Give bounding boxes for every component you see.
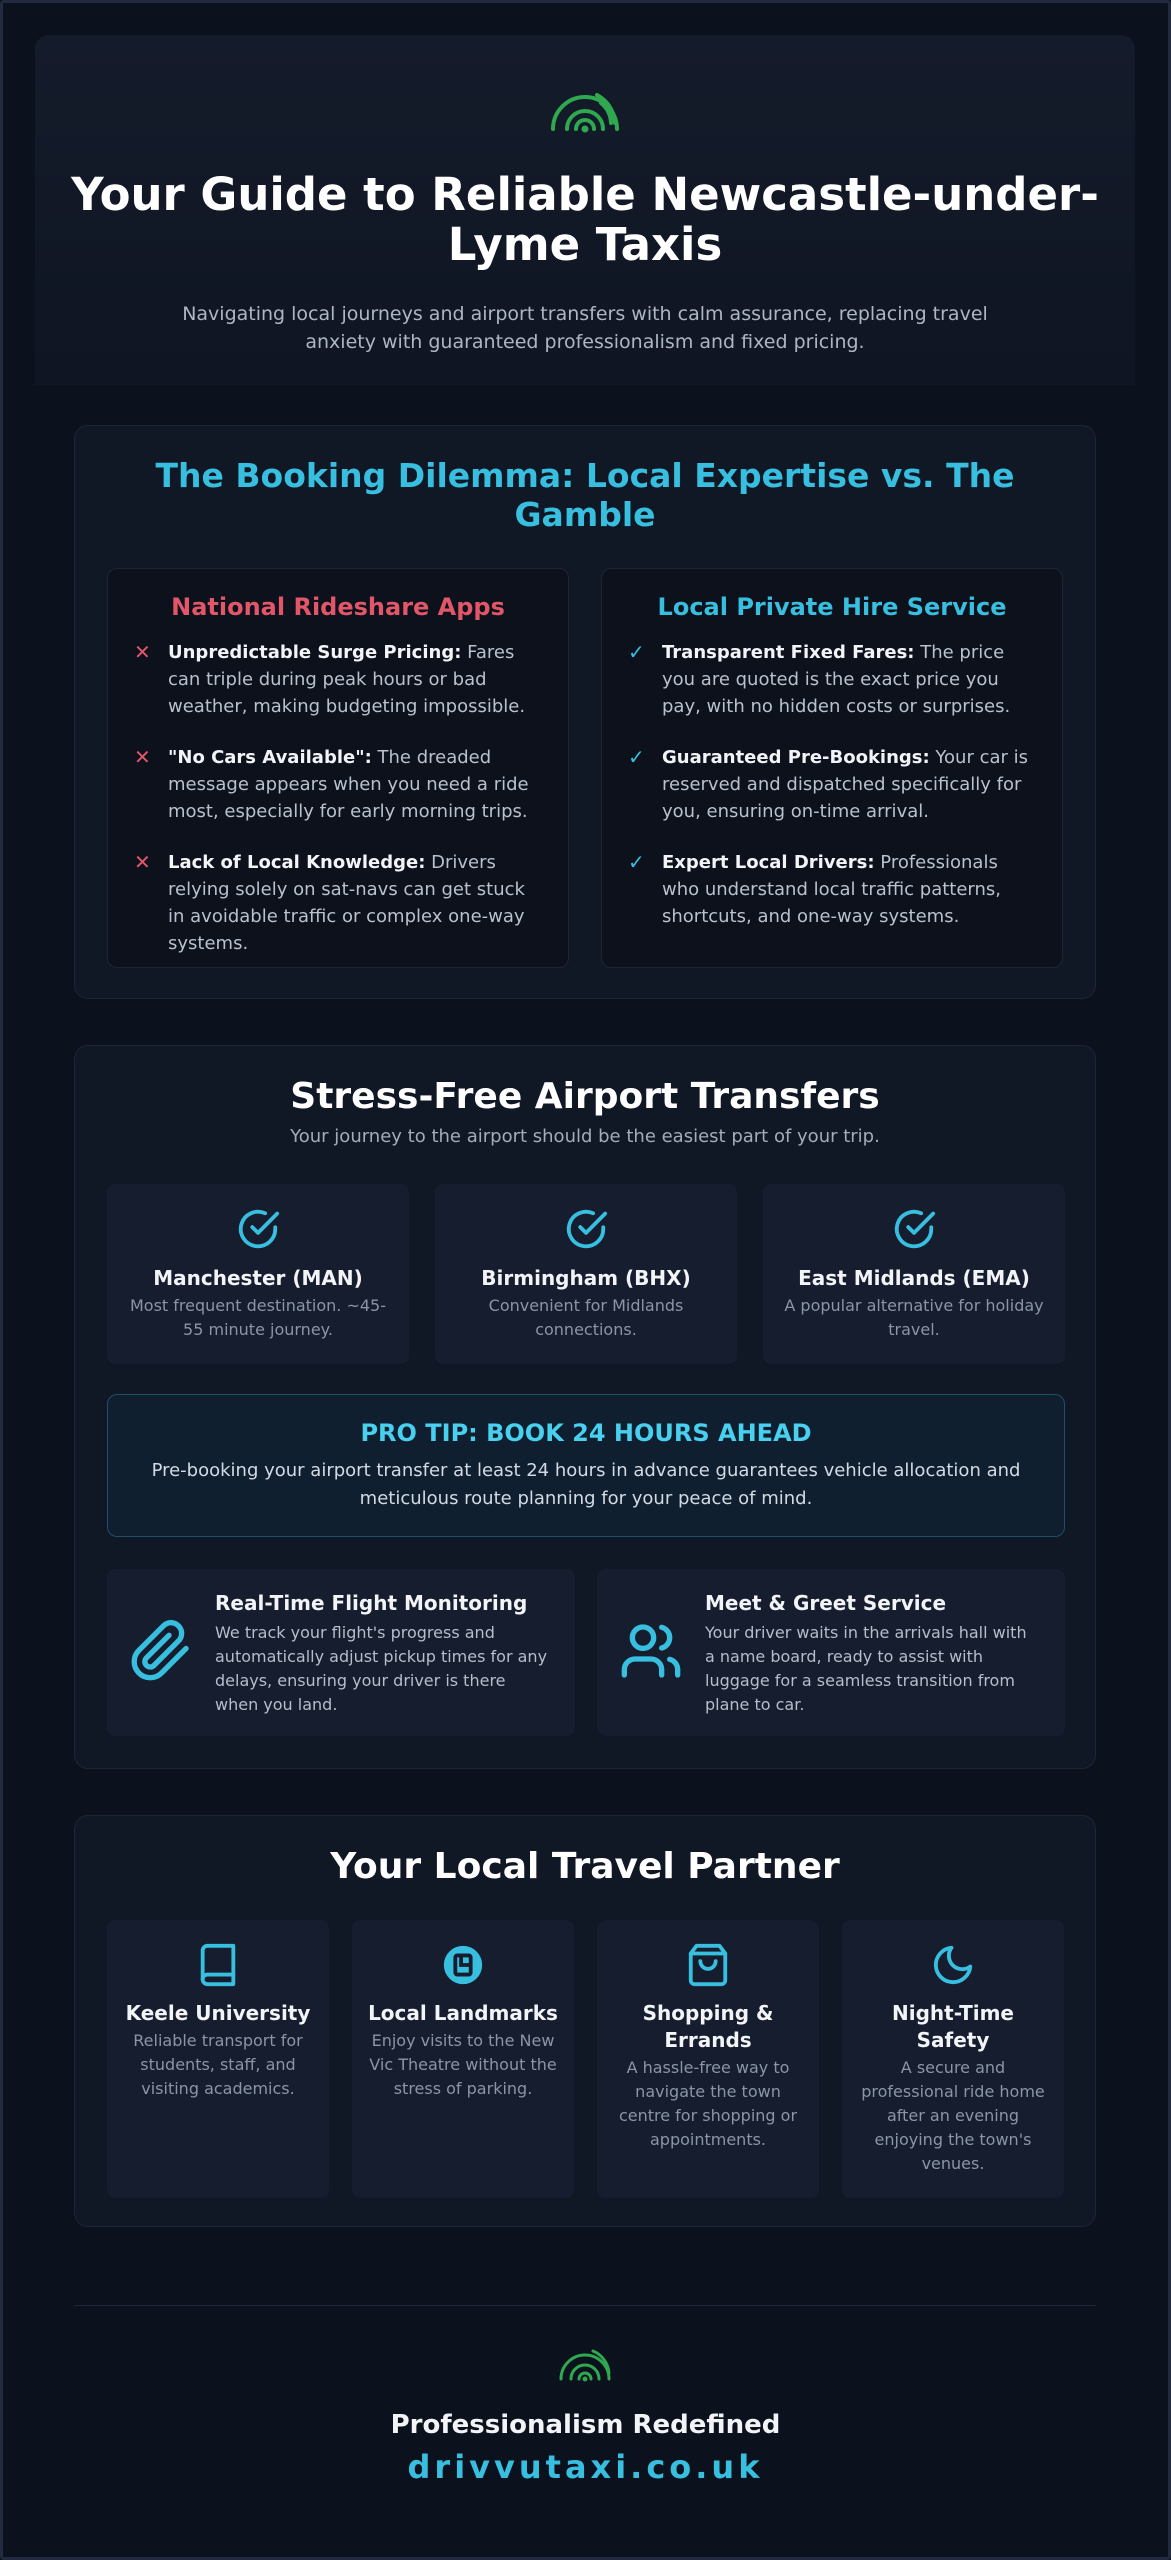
rideshare-column — [107, 568, 569, 968]
signal-logo-icon — [555, 2347, 615, 2383]
list-item: ✓ Guaranteed Pre-Bookings: Your car is reserved and dispatched specifically for you, ensuring on-time arrival. — [628, 745, 1028, 822]
feature-flight-monitoring — [107, 1569, 575, 1736]
airport-card-manchester — [107, 1184, 409, 1364]
footer-tagline: Professionalism Redefined — [390, 2410, 781, 2440]
airport-transfers-section — [74, 1045, 1096, 1769]
airport-desc: Convenient for Midlands connections. — [488, 1296, 684, 1339]
feature-title: Meet & Greet Service — [705, 1591, 947, 1615]
cross-icon: ✕ — [134, 640, 151, 664]
paperclip-icon — [129, 1619, 193, 1683]
pro-tip-body: Pre-booking your airport transfer at least 24 hours in advance guarantees vehicle allocation and meticulous route planning for your peace of mind. — [151, 1460, 1021, 1509]
moon-icon — [930, 1942, 976, 1988]
partner-card-landmarks — [352, 1920, 574, 2198]
partner-card-night — [842, 1920, 1064, 2198]
partner-desc: A secure and professional ride home after an evening enjoying the town's venues. — [861, 2058, 1045, 2173]
pro-tip-title: PRO TIP: BOOK 24 HOURS AHEAD — [360, 1419, 812, 1447]
partner-desc: Enjoy visits to the New Vic Theatre without the stress of parking. — [369, 2031, 557, 2098]
list-item: ✓ Transparent Fixed Fares: The price you are quoted is the exact price you pay, with no hidden costs or surprises. — [628, 640, 1011, 717]
cross-icon: ✕ — [134, 745, 151, 769]
landmark-icon — [440, 1942, 486, 1988]
private-hire-list — [628, 639, 1036, 954]
private-hire-heading: Local Private Hire Service — [657, 593, 1007, 621]
airport-card-birmingham — [435, 1184, 737, 1364]
airport-lead: Your journey to the airport should be the easiest part of your trip. — [290, 1126, 880, 1147]
rideshare-list — [134, 639, 542, 981]
list-item: ✕ Lack of Local Knowledge: Drivers relying solely on sat-navs can get stuck in avoidable traffic or complex one-way systems. — [134, 850, 525, 954]
partner-title: Your Local Travel Partner — [330, 1846, 840, 1887]
feature-title: Real-Time Flight Monitoring — [215, 1591, 528, 1615]
partner-desc: A hassle-free way to navigate the town centre for shopping or appointments. — [618, 2058, 798, 2149]
users-icon — [619, 1619, 683, 1683]
page-subtitle: Navigating local journeys and airport transfers with calm assurance, replacing travel anxiety with guaranteed professionalism and fixed pricing. — [182, 303, 988, 353]
check-icon: ✓ — [628, 745, 645, 769]
airport-card-east-midlands — [763, 1184, 1065, 1364]
footer-divider — [74, 2305, 1096, 2306]
footer-website-link[interactable]: drivvutaxi.co.uk — [407, 2448, 764, 2486]
feature-desc: Your driver waits in the arrivals hall with a name board, ready to assist with luggage for a seamless transition from plane to car. — [705, 1623, 1027, 1714]
signal-logo-icon — [545, 83, 625, 163]
list-item: ✓ Expert Local Drivers: Professionals who understand local traffic patterns, shortcuts, and one-way systems. — [628, 850, 1002, 927]
check-circle-icon — [891, 1206, 937, 1252]
page-title: Your Guide to Reliable Newcastle-under-Lyme Taxis — [71, 168, 1099, 271]
partner-card-keele — [107, 1920, 329, 2198]
partner-name: Night-Time Safety — [892, 2001, 1014, 2052]
list-item: ✕ "No Cars Available": The dreaded message appears when you need a ride most, especially for early morning trips. — [134, 745, 529, 822]
check-icon: ✓ — [628, 850, 645, 874]
check-circle-icon — [563, 1206, 609, 1252]
check-icon: ✓ — [628, 640, 645, 664]
feature-meet-greet — [597, 1569, 1065, 1736]
hero-section — [35, 35, 1135, 385]
shopping-bag-icon — [685, 1942, 731, 1988]
pro-tip-box — [107, 1394, 1065, 1537]
check-circle-icon — [235, 1206, 281, 1252]
partner-name: Keele University — [125, 2001, 311, 2025]
feature-desc: We track your flight's progress and automatically adjust pickup times for any delays, ensuring your driver is there when you land. — [215, 1623, 548, 1714]
partner-card-shopping — [597, 1920, 819, 2198]
airport-name: East Midlands (EMA) — [798, 1266, 1030, 1290]
local-partner-section — [74, 1815, 1096, 2227]
private-hire-column — [601, 568, 1063, 968]
booking-dilemma-section — [74, 425, 1096, 999]
book-icon — [195, 1942, 241, 1988]
rideshare-heading: National Rideshare Apps — [171, 593, 505, 621]
airport-title: Stress-Free Airport Transfers — [290, 1076, 880, 1117]
dilemma-title: The Booking Dilemma: Local Expertise vs. The Gamble — [155, 456, 1015, 534]
partner-name: Shopping & Errands — [642, 2001, 774, 2052]
airport-name: Birmingham (BHX) — [481, 1266, 691, 1290]
cross-icon: ✕ — [134, 850, 151, 874]
partner-name: Local Landmarks — [368, 2001, 558, 2025]
partner-desc: Reliable transport for students, staff, and visiting academics. — [133, 2031, 303, 2098]
list-item: ✕ Unpredictable Surge Pricing: Fares can triple during peak hours or bad weather, making budgeting impossible. — [134, 640, 526, 717]
airport-desc: Most frequent destination. ~45-55 minute journey. — [130, 1296, 386, 1339]
airport-name: Manchester (MAN) — [153, 1266, 363, 1290]
airport-desc: A popular alternative for holiday travel. — [784, 1296, 1044, 1339]
